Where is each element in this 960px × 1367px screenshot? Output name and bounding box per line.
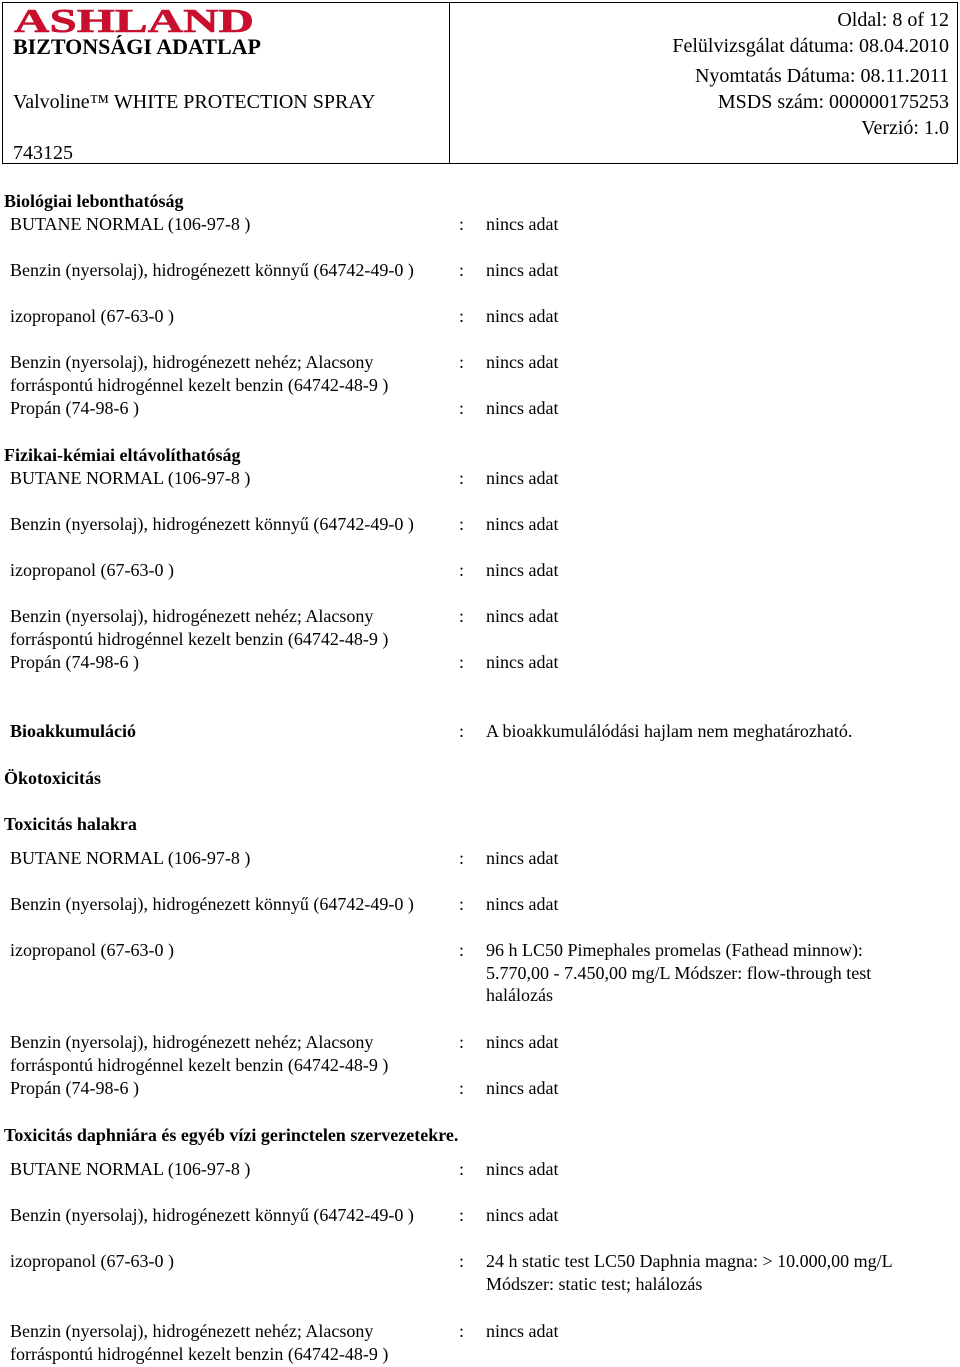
revision-value: 08.04.2010 xyxy=(859,35,949,57)
substance-label: Propán (74-98-6 ) xyxy=(10,398,139,418)
substance-label: Benzin (nyersolaj), hidrogénezett nehéz; Alacsony forráspontú hidrogénnel kezelt benzin (64742-48-9 ) xyxy=(10,1032,389,1075)
substance-value: nincs adat xyxy=(486,352,559,372)
substance-value: nincs adat xyxy=(486,1205,559,1225)
substance-value: nincs adat xyxy=(486,652,559,672)
substance-value: 96 h LC50 Pimephales promelas (Fathead minnow): 5.770,00 - 7.450,00 mg/L Módszer: flow-through test halálozás xyxy=(486,940,872,1005)
substance-label: BUTANE NORMAL (106-97-8 ) xyxy=(10,1159,251,1179)
colon-separator: : xyxy=(459,1321,465,1341)
colon-separator: : xyxy=(459,260,465,280)
substance-value: nincs adat xyxy=(486,894,559,914)
document-title: BIZTONSÁGI ADATLAP xyxy=(13,34,261,59)
revision-label: Felülvizsgálat dátuma: xyxy=(672,35,854,57)
colon-separator: : xyxy=(459,1078,465,1098)
substance-value: nincs adat xyxy=(486,214,559,234)
section-title-daphnia-toxicity: Toxicitás daphniára és egyéb vízi gerinctelen szervezetekre. xyxy=(4,1125,459,1145)
page-number xyxy=(837,8,949,32)
colon-separator: : xyxy=(459,398,465,418)
msds-label: MSDS szám: xyxy=(717,91,824,113)
print-label: Nyomtatás Dátuma: xyxy=(694,65,856,87)
colon-separator: : xyxy=(459,848,465,868)
substance-label: BUTANE NORMAL (106-97-8 ) xyxy=(10,468,251,488)
substance-value: nincs adat xyxy=(486,1321,559,1341)
substance-value: nincs adat xyxy=(486,1159,559,1179)
substance-label: Benzin (nyersolaj), hidrogénezett nehéz; Alacsony forráspontú hidrogénnel kezelt benzin (64742-48-9 ) xyxy=(10,1321,389,1364)
colon-separator: : xyxy=(459,1251,465,1271)
colon-separator: : xyxy=(459,894,465,914)
section-title-physchem: Fizikai-kémiai eltávolíthatóság xyxy=(4,445,241,465)
substance-label: izopropanol (67-63-0 ) xyxy=(10,940,174,960)
substance-value: nincs adat xyxy=(486,560,559,580)
version-value: 1.0 xyxy=(924,117,949,139)
colon-separator: : xyxy=(459,214,465,234)
colon-separator: : xyxy=(459,940,465,960)
bioaccumulation-value: A bioakkumulálódási hajlam nem meghatározható. xyxy=(486,721,853,741)
bioaccumulation-label: Bioakkumuláció xyxy=(10,721,137,741)
substance-label: Benzin (nyersolaj), hidrogénezett könnyű (64742-49-0 ) xyxy=(10,894,414,914)
substance-value: nincs adat xyxy=(486,514,559,534)
svg-text:ASHLAND: ASHLAND xyxy=(14,5,254,35)
colon-separator: : xyxy=(459,352,465,372)
substance-label: Propán (74-98-6 ) xyxy=(10,652,139,672)
substance-value: nincs adat xyxy=(486,260,559,280)
colon-separator: : xyxy=(459,468,465,488)
substance-label: BUTANE NORMAL (106-97-8 ) xyxy=(10,214,251,234)
colon-separator: : xyxy=(459,560,465,580)
msds-number xyxy=(718,90,949,114)
substance-label: Benzin (nyersolaj), hidrogénezett könnyű (64742-49-0 ) xyxy=(10,260,414,280)
ashland-logo xyxy=(11,5,257,35)
version xyxy=(861,116,949,140)
section-title-biodegradability: Biológiai lebonthatóság xyxy=(4,191,184,211)
substance-value: nincs adat xyxy=(486,606,559,626)
header-divider xyxy=(449,3,450,163)
substance-value: nincs adat xyxy=(486,468,559,488)
substance-label: BUTANE NORMAL (106-97-8 ) xyxy=(10,848,251,868)
substance-label: Benzin (nyersolaj), hidrogénezett nehéz; Alacsony forráspontú hidrogénnel kezelt benzin (64742-48-9 ) xyxy=(10,606,389,649)
substance-value: nincs adat xyxy=(486,398,559,418)
substance-value: nincs adat xyxy=(486,848,559,868)
colon-separator: : xyxy=(459,1205,465,1225)
substance-label: Benzin (nyersolaj), hidrogénezett könnyű (64742-49-0 ) xyxy=(10,514,414,534)
substance-label: izopropanol (67-63-0 ) xyxy=(10,560,174,580)
colon-separator: : xyxy=(459,1159,465,1179)
colon-separator: : xyxy=(459,606,465,626)
document-header xyxy=(2,2,958,164)
substance-value: nincs adat xyxy=(486,306,559,326)
revision-date xyxy=(672,34,949,58)
product-code: 743125 xyxy=(13,142,73,164)
print-value: 08.11.2011 xyxy=(860,65,949,87)
colon-separator: : xyxy=(459,721,465,741)
colon-separator: : xyxy=(459,306,465,326)
version-label: Verzió: xyxy=(861,117,919,139)
substance-value: 24 h static test LC50 Daphnia magna: > 10.000,00 mg/L Módszer: static test; halálozás xyxy=(486,1251,892,1294)
substance-label: Benzin (nyersolaj), hidrogénezett könnyű (64742-49-0 ) xyxy=(10,1205,414,1225)
substance-label: izopropanol (67-63-0 ) xyxy=(10,306,174,326)
page-label: Oldal: xyxy=(837,9,888,31)
substance-label: izopropanol (67-63-0 ) xyxy=(10,1251,174,1271)
print-date xyxy=(695,64,949,88)
substance-label: Propán (74-98-6 ) xyxy=(10,1078,139,1098)
section-title-ecotoxicity: Ökotoxicitás xyxy=(4,768,101,788)
product-name: Valvoline™ WHITE PROTECTION SPRAY xyxy=(13,91,376,113)
substance-label: Benzin (nyersolaj), hidrogénezett nehéz; Alacsony forráspontú hidrogénnel kezelt benzin (64742-48-9 ) xyxy=(10,352,389,395)
substance-value: nincs adat xyxy=(486,1078,559,1098)
colon-separator: : xyxy=(459,652,465,672)
colon-separator: : xyxy=(459,514,465,534)
page-value: 8 of 12 xyxy=(892,9,949,31)
section-title-fish-toxicity: Toxicitás halakra xyxy=(4,814,137,834)
substance-value: nincs adat xyxy=(486,1032,559,1052)
msds-value: 000000175253 xyxy=(829,91,949,113)
colon-separator: : xyxy=(459,1032,465,1052)
